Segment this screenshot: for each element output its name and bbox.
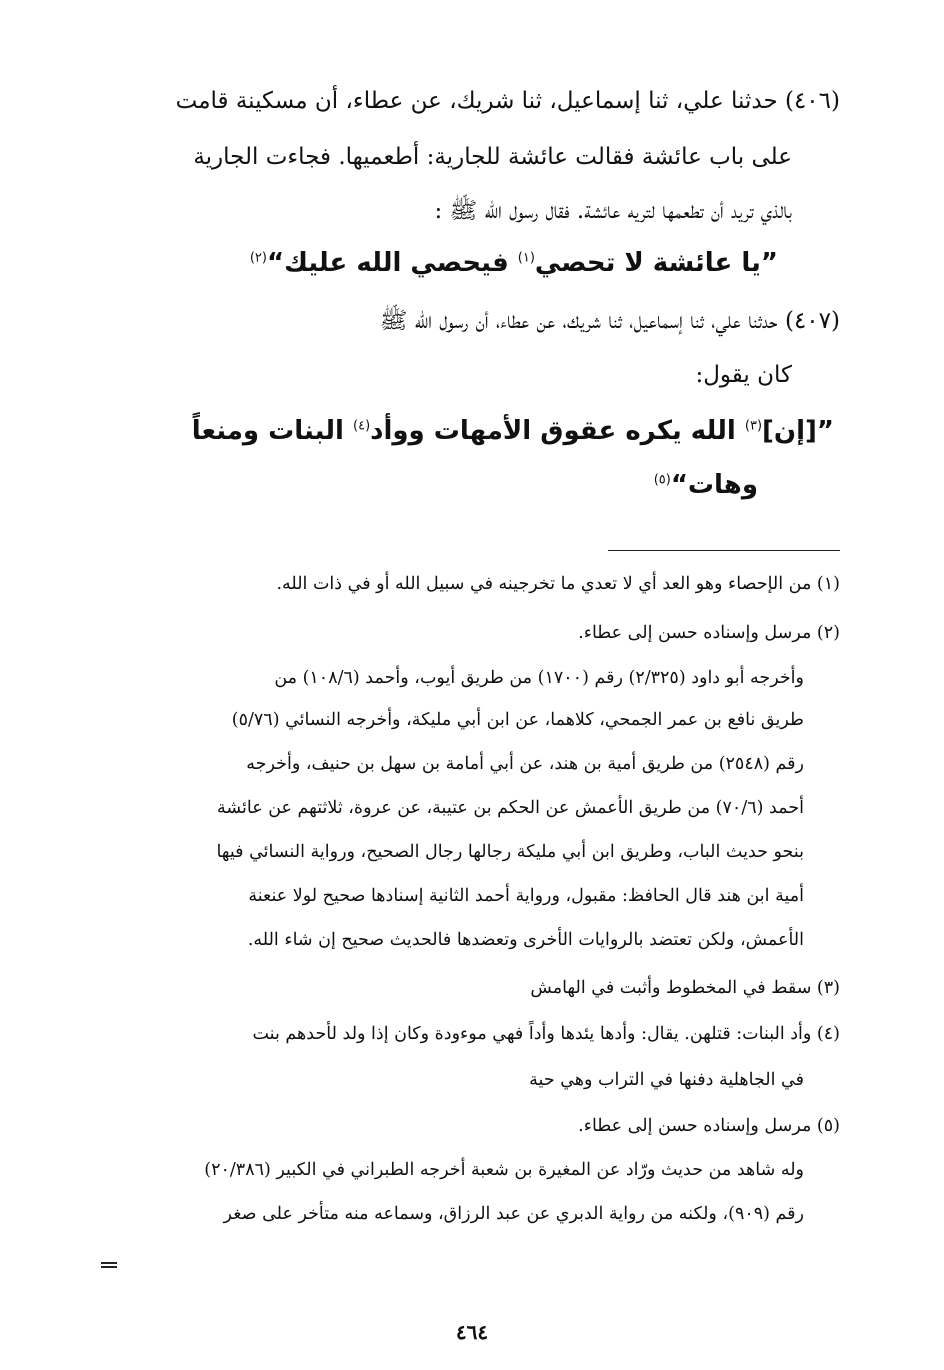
footnote-ref-5: (٥) — [653, 472, 671, 488]
footnote-ref-1: (١) — [517, 250, 535, 266]
footnote-2-para-line-7: الأعمش، ولكن تعتضد بالروايات الأخرى وتعضدها فالحديث صحيح إن شاء الله. — [247, 930, 804, 950]
page-number: ٤٦٤ — [455, 1320, 489, 1344]
hadith-406-quote — [250, 248, 778, 279]
hadith-406-line-2: على باب عائشة فقالت عائشة للجارية: أطعميها. فجاءت الجارية — [193, 144, 792, 170]
hadith-407-quote-a: ”[إن] — [762, 416, 834, 446]
hadith-407-quote-b: الله يكره عقوق الأمهات ووأد — [370, 416, 745, 446]
hadith-406-quote-open: ”يا عائشة لا تحصي — [534, 248, 778, 278]
hadith-407-quote-line-2 — [654, 470, 758, 501]
footnote-ref-3: (٣) — [744, 418, 763, 434]
hadith-407-line-1: (٤٠٧) حدثنا علي، ثنا إسماعيل، ثنا شريك، عن عطاء، أن رسول الله ﷺ — [379, 308, 840, 334]
footnote-2-para-line-3: رقم (٢٥٤٨) من طريق أمية بن هند، عن أبي أمامة بن سهل بن حنيف، وأخرجه — [246, 754, 804, 774]
continuation-mark — [101, 1262, 117, 1268]
footnote-2-para-line-6: أمية ابن هند قال الحافظ: مقبول، ورواية أحمد الثانية إسنادها صحيح لولا عنعنة — [248, 886, 804, 906]
footnote-2-para-line-4: أحمد (٧٠/٦) من طريق الأعمش عن الحكم بن عتيبة، عن عروة، ثلاثتهم عن عائشة — [217, 798, 804, 818]
hadith-407-quote-d: وهات“ — [670, 470, 758, 500]
footnote-2-para-line-2: طريق نافع بن عمر الجمحي، كلاهما، عن ابن أبي مليكة، وأخرجه النسائي (٥/٧٦) — [231, 710, 804, 730]
hadith-407-quote-line-1 — [192, 416, 834, 447]
footnote-1: (١) من الإحصاء وهو العد أي لا تعدي ما تخرجينه في سبيل الله أو في ذات الله. — [276, 574, 840, 594]
footnote-2-para-line-1: وأخرجه أبو داود (٢/٣٢٥) رقم (١٧٠٠) من طريق أيوب، وأحمد (١٠٨/٦) من — [274, 668, 804, 688]
footnote-4-line-2: في الجاهلية دفنها في التراب وهي حية — [529, 1070, 804, 1090]
footnote-5-para-line-1: وله شاهد من حديث ورّاد عن المغيرة بن شعبة أخرجه الطبراني في الكبير (٢٠/٣٨٦) — [204, 1160, 804, 1180]
footnote-separator — [608, 550, 840, 551]
hadith-407-quote-c: البنات ومنعاً — [191, 416, 353, 446]
footnote-3: (٣) سقط في المخطوط وأثبت في الهامش — [530, 978, 840, 998]
hadith-406-line-3: بالذي تريد أن تطعمها لتريه عائشة. فقال رسول الله ﷺ : — [434, 198, 792, 224]
footnote-2: (٢) مرسل وإسناده حسن إلى عطاء. — [578, 623, 840, 643]
footnote-4-line-1: (٤) وأد البنات: قتلهن. يقال: وأدها يئدها وأداً فهي موءودة وكان إذا ولد لأحدهم بنت — [252, 1024, 840, 1044]
footnote-5: (٥) مرسل وإسناده حسن إلى عطاء. — [578, 1116, 840, 1136]
footnote-ref-4: (٤) — [353, 418, 371, 434]
footnote-ref-2: (٢) — [249, 250, 267, 266]
hadith-407-line-2: كان يقول: — [695, 362, 792, 388]
footnote-5-para-line-2: رقم (٩٠٩)، ولكنه من رواية الدبري عن عبد الرزاق، وسماعه منه متأخر على صغر — [223, 1204, 804, 1224]
hadith-406-quote-rest: فيحصي الله عليك“ — [266, 248, 518, 278]
hadith-406-line-1: (٤٠٦) حدثنا علي، ثنا إسماعيل، ثنا شريك، عن عطاء، أن مسكينة قامت — [175, 88, 840, 114]
footnote-2-para-line-5: بنحو حديث الباب، وطريق ابن أبي مليكة رجالها رجال الصحيح، ورواية النسائي فيها — [216, 842, 804, 862]
